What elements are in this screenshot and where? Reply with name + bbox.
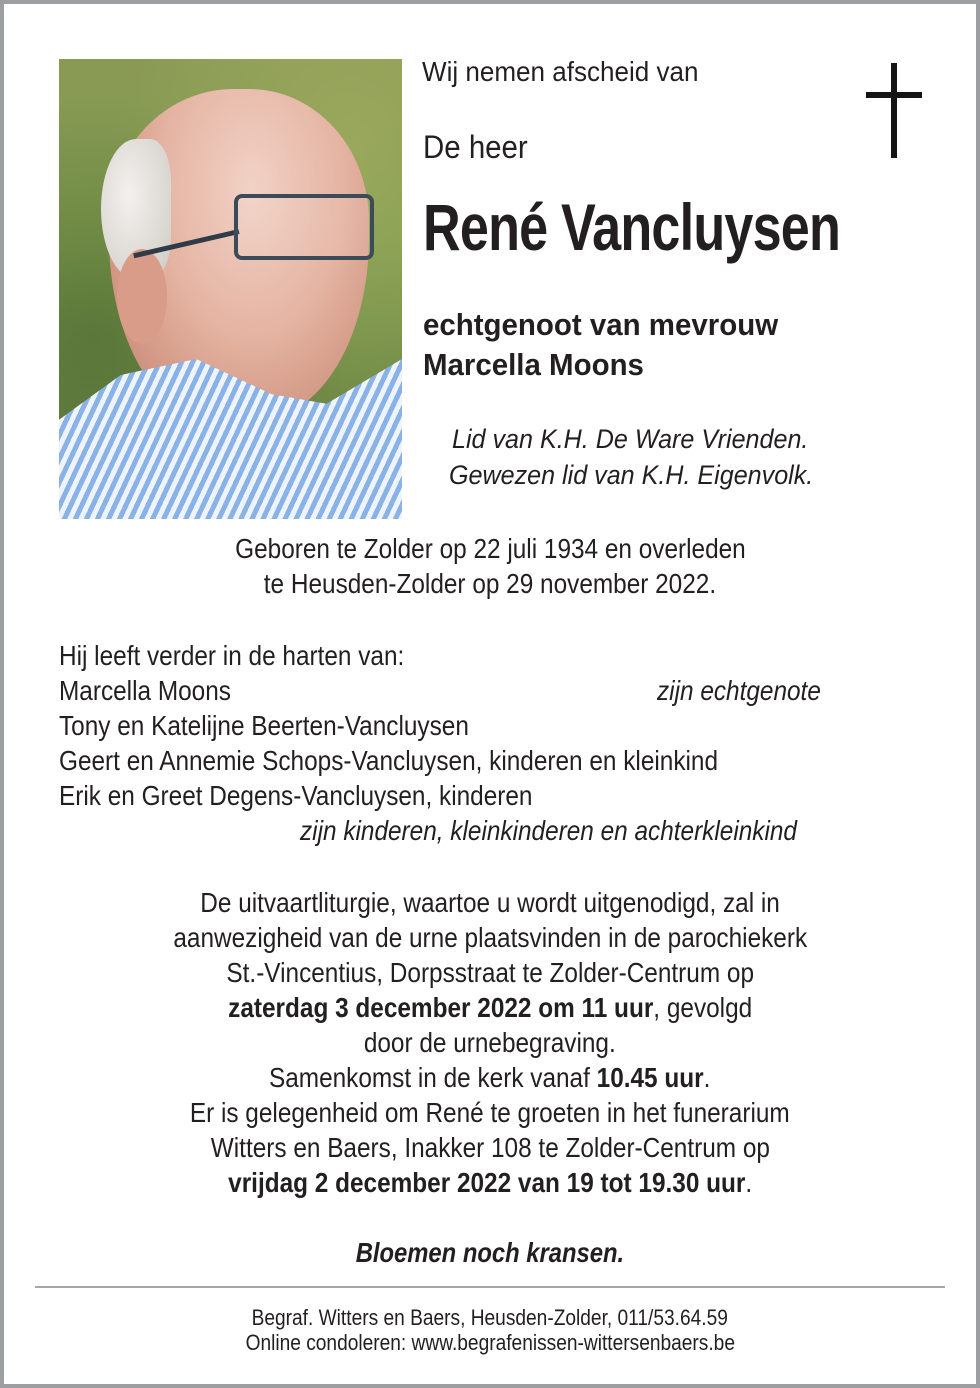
- visitation-post: .: [745, 1167, 752, 1198]
- title-prefix: [423, 131, 537, 163]
- gathering-time: 10.45 uur: [596, 1062, 704, 1093]
- deceased-name-label: René Vancluysen: [423, 190, 841, 264]
- photo-ear: [117, 249, 167, 344]
- spouse-line-2: [423, 349, 656, 380]
- intro-text: [422, 58, 719, 86]
- survivor-name: Geert en Annemie Schops-Vancluysen, kinderen en kleinkind: [59, 745, 719, 776]
- ceremony-line-2-label: aanwezigheid van de urne plaatsvinden in de parochiekerk: [173, 922, 807, 953]
- survivor-name: Marcella Moons: [59, 675, 231, 706]
- ceremony-line-8-label: Witters en Baers, Inakker 108 te Zolder-Centrum op: [210, 1132, 770, 1163]
- online-condolences-link[interactable]: Online condoleren: www.begrafenissen-wittersenbaers.be: [245, 1330, 735, 1355]
- birth-label: Geboren te Zolder op 22 juli 1934 en overleden: [234, 533, 746, 564]
- survivor-row: [59, 747, 817, 775]
- birth-line: [4, 535, 976, 563]
- survivors-closing: [300, 817, 871, 845]
- photo-glasses: [234, 194, 374, 260]
- flowers-note-label: Bloemen noch kransen.: [355, 1237, 625, 1268]
- ceremony-line-7-label: Er is gelegenheid om René te groeten in het funerarium: [190, 1097, 790, 1128]
- ceremony-line-4: [4, 994, 976, 1022]
- funeral-home-contact: Begraf. Witters en Baers, Heusden-Zolder, 011/53.64.59: [251, 1305, 729, 1330]
- ceremony-line-8: [4, 1134, 976, 1162]
- intro-label: Wij nemen afscheid van: [422, 56, 699, 87]
- visitation-line: [228, 1169, 752, 1197]
- footer-divider: [35, 1286, 945, 1288]
- deceased-name: [423, 190, 951, 264]
- membership-1-label: Lid van K.H. De Ware Vrienden.: [452, 424, 809, 454]
- gathering-pre: Samenkomst in de kerk vanaf: [269, 1062, 597, 1093]
- survivors-intro-label: Hij leeft verder in de harten van:: [59, 640, 405, 671]
- spouse-line-1-label: echtgenoot van mevrouw: [423, 307, 779, 342]
- ceremony-line-3-label: St.-Vincentius, Dorpsstraat te Zolder-Centrum op: [226, 957, 754, 988]
- survivor-row: [59, 782, 603, 810]
- gathering-post: .: [703, 1062, 711, 1093]
- portrait-photo: [59, 59, 402, 519]
- membership-2: [449, 462, 841, 489]
- survivor-name: Tony en Katelijne Beerten-Vancluysen: [59, 710, 469, 741]
- ceremony-line-5-label: door de urnebegraving.: [364, 1027, 616, 1058]
- ceremony-line-1: [4, 889, 976, 917]
- survivors-intro: [59, 642, 456, 670]
- death-label: te Heusden-Zolder op 29 november 2022.: [263, 568, 717, 599]
- flowers-note: [4, 1239, 976, 1267]
- spouse-line-1: [423, 309, 797, 340]
- ceremony-date: zaterdag 3 december 2022 om 11 uur: [227, 992, 654, 1023]
- survivor-relation-label: zijn echtgenote: [657, 675, 821, 706]
- ceremony-line-7: [4, 1099, 976, 1127]
- death-line: [4, 570, 976, 598]
- title-prefix-label: De heer: [423, 129, 528, 165]
- survivor-name: Erik en Greet Degens-Vancluysen, kinderen: [59, 780, 533, 811]
- membership-2-label: Gewezen lid van K.H. Eigenvolk.: [449, 460, 814, 490]
- ceremony-line-9: [4, 1169, 976, 1197]
- ceremony-date-rest: , gevolgd: [653, 992, 753, 1023]
- footer-line-2[interactable]: [4, 1332, 976, 1354]
- membership-1: [452, 426, 835, 453]
- ceremony-line-6: [4, 1064, 976, 1092]
- obituary-card: [4, 4, 976, 1384]
- gathering-line: [269, 1064, 710, 1092]
- footer-line-1: [4, 1307, 976, 1329]
- survivor-row: [59, 712, 530, 740]
- survivors-closing-label: zijn kinderen, kleinkinderen en achterkleinkind: [300, 815, 797, 846]
- ceremony-date-line: [228, 994, 752, 1022]
- ceremony-line-2: [4, 924, 976, 952]
- ceremony-line-1-label: De uitvaartliturgie, waartoe u wordt uitgenodigd, zal in: [200, 887, 780, 918]
- cross-vertical-bar: [891, 63, 897, 158]
- cross-horizontal-bar: [866, 92, 922, 98]
- survivor-relation: [657, 677, 845, 705]
- ceremony-line-3: [4, 959, 976, 987]
- survivor-row: [59, 677, 257, 705]
- visitation-date: vrijdag 2 december 2022 van 19 tot 19.30 uur: [227, 1167, 746, 1198]
- spouse-line-2-label: Marcella Moons: [423, 347, 644, 382]
- ceremony-line-5: [4, 1029, 976, 1057]
